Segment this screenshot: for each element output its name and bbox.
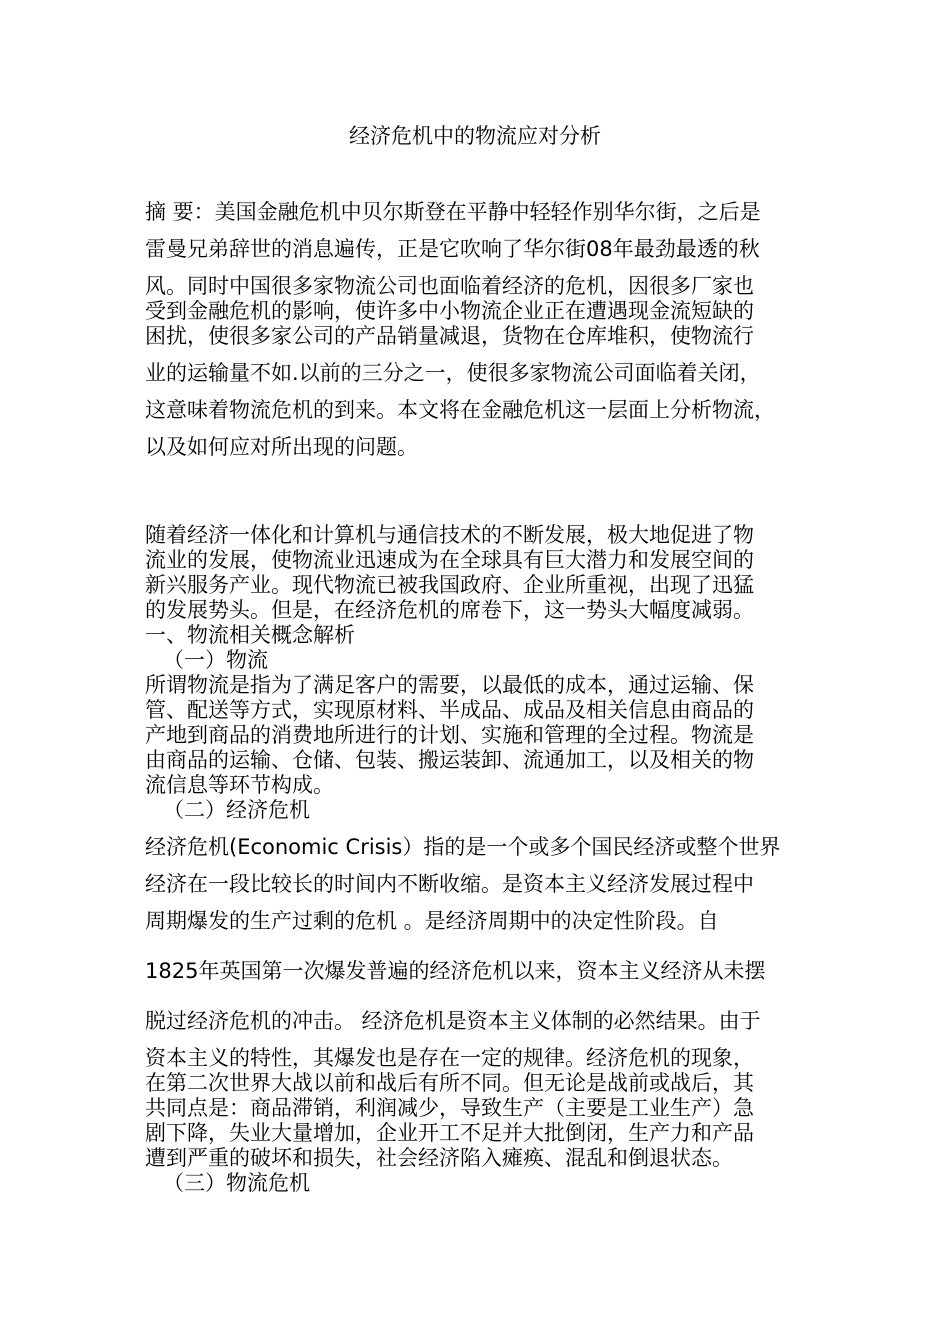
abstract-line: 业的运输量不如.以前的三分之一，使很多家物流公司面临着关闭，	[145, 361, 761, 385]
body-line: 剧下降，失业大量增加，企业开工不足并大批倒闭，生产力和产品	[145, 1121, 754, 1145]
body-line: 资本主义的特性，其爆发也是存在一定的规律。经济危机的现象，	[145, 1046, 754, 1070]
body-line: 流信息等环节构成。	[145, 773, 334, 797]
abstract-line: 风。同时中国很多家物流公司也面临着经济的危机，因很多厂家也	[145, 274, 754, 298]
body-line: 遭到严重的破坏和损失，社会经济陷入瘫痪、混乱和倒退状态。	[145, 1146, 733, 1170]
body-line: 周期爆发的生产过剩的危机 。是经济周期中的决定性阶段。自	[145, 909, 719, 933]
abstract-line: 受到金融危机的影响，使许多中小物流企业正在遭遇现金流短缺的	[145, 299, 754, 323]
subsection-heading: （二）经济危机	[163, 798, 310, 822]
abstract-line: 摘 要：美国金融危机中贝尔斯登在平静中轻轻作别华尔街，之后是	[145, 200, 761, 224]
body-line: 产地到商品的消费地所进行的计划、实施和管理的全过程。物流是	[145, 723, 754, 747]
subsection-heading: （一）物流	[163, 648, 268, 672]
intro-line: 随着经济一体化和计算机与通信技术的不断发展，极大地促进了物	[145, 523, 754, 547]
subsection-heading: （三）物流危机	[163, 1171, 310, 1195]
body-line: 脱过经济危机的冲击。 经济危机是资本主义体制的必然结果。由于	[145, 1009, 761, 1033]
body-line: 1825年英国第一次爆发普遍的经济危机以来，资本主义经济从未摆	[145, 959, 766, 983]
abstract-line: 以及如何应对所出现的问题。	[145, 435, 418, 459]
intro-line: 新兴服务产业。现代物流已被我国政府、企业所重视，出现了迅猛	[145, 573, 754, 597]
body-line: 所谓物流是指为了满足客户的需要，以最低的成本，通过运输、保	[145, 673, 754, 697]
body-line: 经济危机(Economic Crisis）指的是一个或多个国民经济或整个世界	[145, 835, 781, 859]
intro-line: 流业的发展，使物流业迅速成为在全球具有巨大潜力和发展空间的	[145, 548, 754, 572]
body-line: 在第二次世界大战以前和战后有所不同。但无论是战前或战后，其	[145, 1071, 754, 1095]
abstract-line: 困扰，使很多家公司的产品销量减退，货物在仓库堆积，使物流行	[145, 324, 754, 348]
abstract-line: 这意味着物流危机的到来。本文将在金融危机这一层面上分析物流，	[145, 398, 775, 422]
intro-line: 的发展势头。但是，在经济危机的席卷下，这一势头大幅度减弱。	[145, 598, 754, 622]
section-heading: 一、物流相关概念解析	[145, 623, 355, 647]
body-line: 由商品的运输、仓储、包装、搬运装卸、流通加工，以及相关的物	[145, 748, 754, 772]
body-line: 共同点是：商品滞销，利润减少，导致生产（主要是工业生产）急	[145, 1096, 754, 1120]
abstract-line: 雷曼兄弟辞世的消息遍传，正是它吹响了华尔街08年最劲最透的秋	[145, 237, 760, 261]
document-title: 经济危机中的物流应对分析	[349, 124, 601, 148]
body-line: 经济在一段比较长的时间内不断收缩。是资本主义经济发展过程中	[145, 872, 754, 896]
body-line: 管、配送等方式，实现原材料、半成品、成品及相关信息由商品的	[145, 698, 754, 722]
